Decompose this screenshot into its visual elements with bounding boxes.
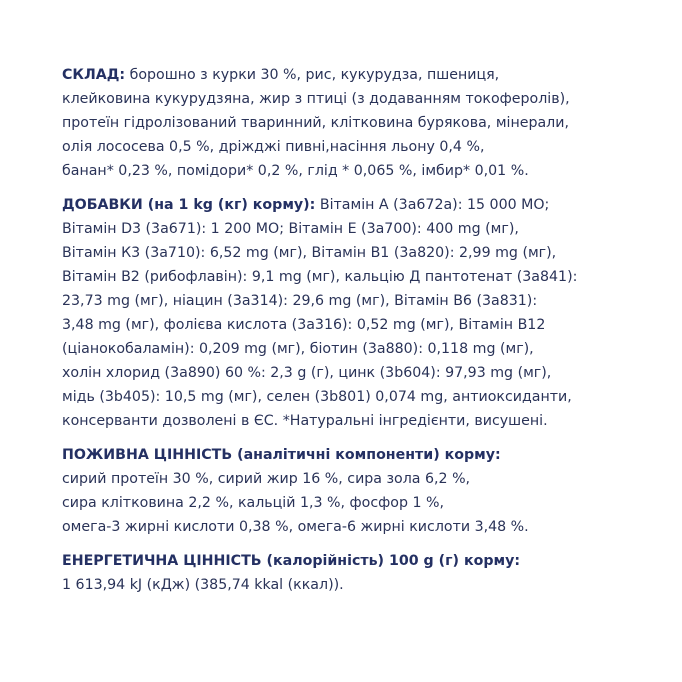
additives-line-5: 23,73 mg (мг), ніацин (3а314): 29,6 mg (мг), Вітамін В6 (3а831):	[62, 293, 538, 309]
additives-line-8: холін хлорид (3а890) 60 %: 2,3 g (г), цинк (3b604): 97,93 mg (мг),	[62, 365, 552, 381]
composition-line-5: банан* 0,23 %, помідори* 0,2 %, глід * 0,065 %, імбир* 0,01 %.	[62, 163, 529, 179]
additives-line-10: консерванти дозволені в ЄС. *Натуральні інгредієнти, висушені.	[62, 413, 548, 429]
additives-line-1: ДОБАВКИ (на 1 kg (кг) корму): Вітамін А (3а672а): 15 000 МО;	[62, 197, 550, 213]
nutritional-heading: ПОЖИВНА ЦІННІСТЬ (аналітичні компоненти) корму:	[62, 447, 501, 463]
section-energy-value	[62, 549, 622, 597]
composition-line-3: протеїн гідролізований тваринний, клітковина бурякова, мінерали,	[62, 115, 569, 131]
nutritional-line-1: сирий протеїн 30 %, сирий жир 16 %, сира зола 6,2 %,	[62, 471, 471, 487]
nutritional-line-2: сира клітковина 2,2 %, кальцій 1,3 %, фосфор 1 %,	[62, 495, 445, 511]
section-nutritional-value	[62, 443, 622, 539]
composition-line-4: олія лососева 0,5 %, дріжджі пивні,насіння льону 0,4 %,	[62, 139, 485, 155]
additives-line-7: (ціанокобаламін): 0,209 mg (мг), біотин (3а880): 0,118 mg (мг),	[62, 341, 534, 357]
additives-line-9: мідь (3b405): 10,5 mg (мг), селен (3b801) 0,074 mg, антиоксиданти,	[62, 389, 572, 405]
nutritional-line-3: омега-3 жирні кислоти 0,38 %, омега-6 жирні кислоти 3,48 %.	[62, 519, 529, 535]
energy-heading: ЕНЕРГЕТИЧНА ЦІННІСТЬ (калорійність) 100 g (г) корму:	[62, 553, 521, 569]
label-text	[62, 63, 622, 607]
composition-heading: СКЛАД:	[62, 67, 126, 83]
composition-line-2: клейковина кукурудзяна, жир з птиці (з додаванням токоферолів),	[62, 91, 570, 107]
additives-line-6: 3,48 mg (мг), фолієва кислота (3а316): 0,52 mg (мг), Вітамін В12	[62, 317, 546, 333]
additives-line-3: Вітамін К3 (3а710): 6,52 mg (мг), Вітамін В1 (3а820): 2,99 mg (мг),	[62, 245, 557, 261]
additives-heading: ДОБАВКИ (на 1 kg (кг) корму):	[62, 197, 316, 213]
additives-line-4: Вітамін В2 (рибофлавін): 9,1 mg (мг), кальцію Д пантотенат (3а841):	[62, 269, 578, 285]
section-composition	[62, 63, 622, 183]
additives-line-2: Вітамін D3 (3а671): 1 200 МО; Вітамін Е (3а700): 400 mg (мг),	[62, 221, 519, 237]
composition-line-1: СКЛАД: борошно з курки 30 %, рис, кукурудза, пшениця,	[62, 67, 500, 83]
section-additives	[62, 193, 622, 433]
energy-line-1: 1 613,94 kJ (кДж) (385,74 kkal (ккал)).	[62, 577, 344, 593]
